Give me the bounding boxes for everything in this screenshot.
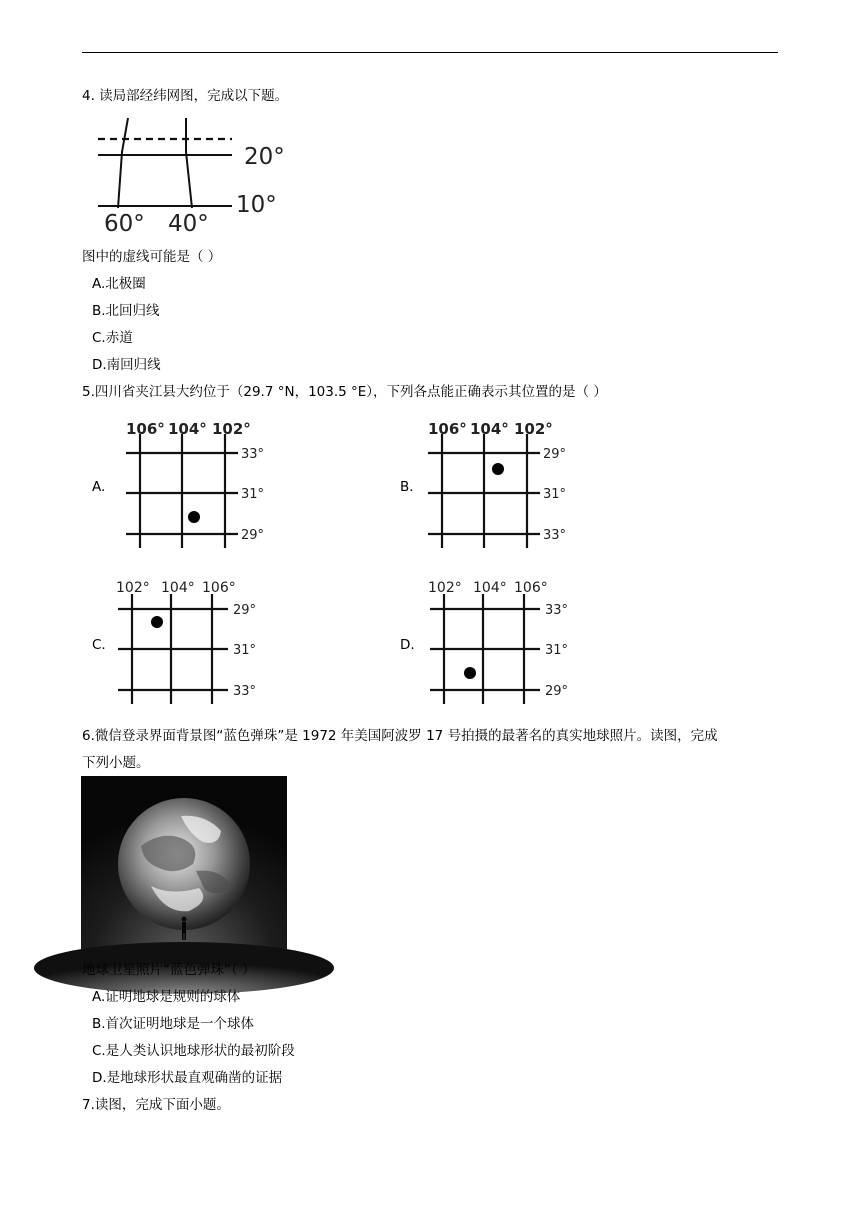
- q6-option-c[interactable]: C.是人类认识地球形状的最初阶段: [92, 1043, 295, 1059]
- q5-stem: 5.四川省夹江县大约位于（29.7 °N，103.5 °E），下列各点能正确表示其位置的是（ ）: [82, 384, 607, 400]
- q5a-lat-label-2: 31°: [241, 487, 265, 502]
- q6-option-b[interactable]: B.首次证明地球是一个球体: [92, 1016, 255, 1032]
- q5c-lon-label-1: 102°: [116, 580, 150, 596]
- q6-option-a[interactable]: A.证明地球是规则的球体: [92, 989, 241, 1005]
- q5c-lat-label-2: 31°: [233, 643, 257, 658]
- q4-option-d[interactable]: D.南回归线: [92, 357, 161, 373]
- q5d-lon-label-3: 106°: [514, 580, 548, 596]
- q5d-lat-label-1: 33°: [545, 603, 569, 618]
- q4-option-c[interactable]: C.赤道: [92, 330, 133, 346]
- q4-option-a[interactable]: A.北极圈: [92, 276, 146, 292]
- q4-stem: 4. 读局部经纬网图，完成以下题。: [82, 88, 289, 104]
- q5-choice-c-grid: [112, 576, 272, 711]
- q5c-lat-label-1: 29°: [233, 603, 257, 618]
- q5b-lon-label-1: 106°: [428, 420, 467, 438]
- q6-question: 地球卫星照片“蓝色弹珠”（ ）: [82, 962, 256, 978]
- q5-choice-b-label[interactable]: B.: [400, 479, 414, 495]
- q4-option-b[interactable]: B.北回归线: [92, 303, 160, 319]
- q5a-lat-label-1: 33°: [241, 447, 265, 462]
- q5b-lon-label-2: 104°: [470, 420, 509, 438]
- q5a-location-dot: [188, 511, 200, 523]
- q5b-lat-label-1: 29°: [543, 447, 567, 462]
- q5-choice-a-label[interactable]: A.: [92, 479, 106, 495]
- q5d-lat-label-3: 29°: [545, 684, 569, 699]
- q6-stem-line1: 6.微信登录界面背景图“蓝色弹珠”是 1972 年美国阿波罗 17 号拍摄的最著名的真实地球照片。读图，完成: [82, 728, 718, 744]
- q5-choice-b-grid: [422, 418, 582, 553]
- blue-marble-photo: [81, 776, 287, 956]
- q5c-lon-label-2: 104°: [161, 580, 195, 596]
- q5-choice-c-label[interactable]: C.: [92, 637, 106, 653]
- q4-graticule-figure: [90, 112, 290, 237]
- q5a-lon-label-3: 102°: [212, 420, 251, 438]
- q4-lat-label-10: 10°: [236, 192, 277, 218]
- q5a-lon-label-2: 104°: [168, 420, 207, 438]
- q5c-lat-label-3: 33°: [233, 684, 257, 699]
- q5c-lon-label-3: 106°: [202, 580, 236, 596]
- q5b-lat-label-2: 31°: [543, 487, 567, 502]
- q4-lon-label-60: 60°: [104, 211, 145, 237]
- q5d-lon-label-2: 104°: [473, 580, 507, 596]
- q5b-lat-label-3: 33°: [543, 528, 567, 543]
- header-rule: [82, 52, 778, 53]
- q6-option-d[interactable]: D.是地球形状最直观确凿的证据: [92, 1070, 283, 1086]
- q4-lon-label-40: 40°: [168, 211, 209, 237]
- q4-lon-line-60: [118, 118, 128, 208]
- q5-choice-a-grid: [120, 418, 280, 553]
- q5-choice-d-label[interactable]: D.: [400, 637, 415, 653]
- q6-stem-line2: 下列小题。: [82, 755, 150, 771]
- q4-lon-line-40: [186, 118, 192, 208]
- q7-stem: 7.读图，完成下面小题。: [82, 1097, 230, 1113]
- q5d-location-dot: [464, 667, 476, 679]
- q4-question: 图中的虚线可能是（ ）: [82, 249, 222, 265]
- q5d-lon-label-1: 102°: [428, 580, 462, 596]
- q5-choice-d-grid: [424, 576, 584, 711]
- q5b-lon-label-3: 102°: [514, 420, 553, 438]
- q4-lat-label-20: 20°: [244, 144, 285, 170]
- q5c-location-dot: [151, 616, 163, 628]
- q5d-lat-label-2: 31°: [545, 643, 569, 658]
- q5a-lat-label-3: 29°: [241, 528, 265, 543]
- q5b-location-dot: [492, 463, 504, 475]
- q5a-lon-label-1: 106°: [126, 420, 165, 438]
